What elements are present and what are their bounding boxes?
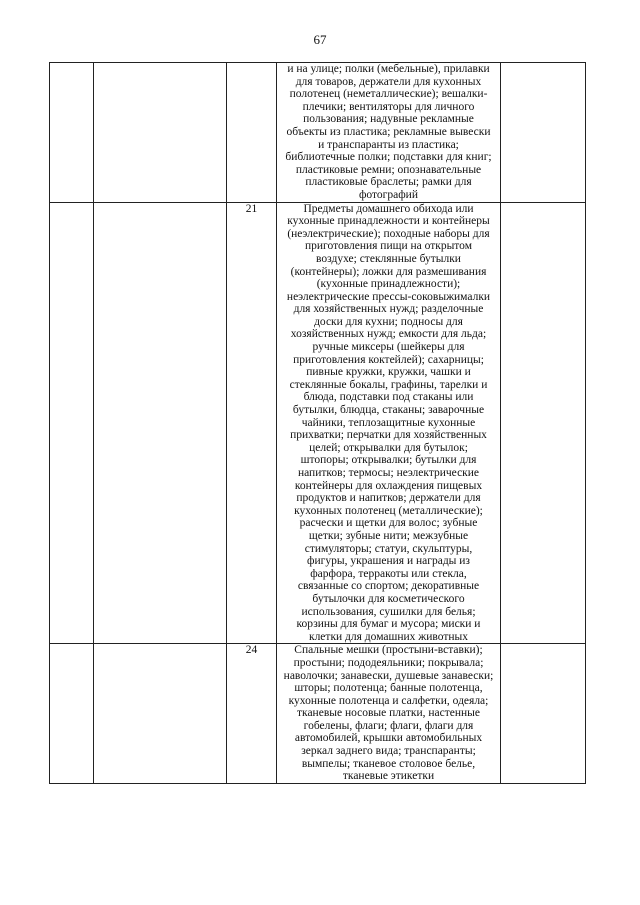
cell-name bbox=[94, 63, 227, 203]
text-line: приготовления пищи на открытом bbox=[304, 240, 472, 253]
text-line: блюда, подставки под стаканы или bbox=[303, 391, 474, 404]
text-line: плечики; вентиляторы для личного bbox=[302, 100, 475, 113]
cell-notes bbox=[501, 202, 586, 644]
text-line: Спальные мешки (простыни-вставки); bbox=[294, 644, 483, 657]
text-line: пластиковые браслеты; рамки для bbox=[305, 176, 472, 189]
text-line: для хозяйственных нужд; разделочные bbox=[293, 303, 484, 316]
text-line: целей; открывалки для бутылок; bbox=[309, 441, 468, 454]
page-number: 67 bbox=[313, 32, 327, 47]
text-line: (неэлектрические); походные наборы для bbox=[287, 227, 490, 240]
text-line: вымпелы; тканевое столовое белье, bbox=[301, 757, 476, 770]
cell-name bbox=[94, 202, 227, 644]
text-line: и транспаранты из пластика; bbox=[318, 138, 459, 151]
text-line: продуктов и напитков; держатели для bbox=[296, 492, 481, 505]
text-line: штопоры; открывалки; бутылки для bbox=[300, 454, 477, 467]
text-line: расчески и щетки для волос; зубные bbox=[299, 517, 478, 530]
table-row bbox=[50, 644, 586, 784]
text-line: библиотечные полки; подставки для книг; bbox=[285, 151, 492, 164]
cell-name bbox=[94, 644, 227, 784]
table-row bbox=[50, 202, 586, 644]
text-line: Предметы домашнего обихода или bbox=[303, 202, 474, 215]
cell-index bbox=[50, 644, 94, 784]
text-line: клетки для домашних животных bbox=[308, 630, 468, 643]
text-line: бутылки, блюдца, стаканы; заварочные bbox=[292, 404, 485, 417]
text-line: использования, сушилки для белья; bbox=[301, 605, 476, 618]
cell-goods-list bbox=[277, 63, 501, 203]
text-line: напитков; термосы; неэлектрические bbox=[297, 467, 480, 479]
cell-class-number: 21 bbox=[227, 202, 277, 644]
table-row bbox=[50, 63, 586, 203]
text-line: контейнеры для охлаждения пищевых bbox=[294, 479, 483, 492]
text-line: корзины для бумаг и мусора; миски и bbox=[296, 618, 481, 631]
cell-notes bbox=[501, 63, 586, 203]
text-line: стеклянные бокалы, графины, тарелки и bbox=[289, 378, 488, 391]
text-line: хозяйственных нужд; емкости для льда; bbox=[290, 328, 487, 341]
text-line: гобелены, флаги; флаги, флаги для bbox=[303, 719, 474, 732]
text-line: фигуры, украшения и награды из bbox=[307, 555, 470, 568]
text-line: фотографий bbox=[358, 188, 418, 201]
cell-goods-list bbox=[277, 644, 501, 784]
text-line: пивные кружки, кружки, чашки и bbox=[306, 366, 471, 379]
text-line: бутылочки для косметического bbox=[312, 592, 465, 605]
text-line: пластиковые ремни; опознавательные bbox=[295, 163, 482, 176]
text-line: кухонных полотенец (металлические); bbox=[294, 504, 483, 517]
text-line: связанные со спортом; декоративные bbox=[297, 580, 480, 593]
text-line: простыни; пододеяльники; покрывала; bbox=[293, 656, 484, 669]
text-line: и на улице; полки (мебельные), прилавки bbox=[287, 63, 490, 75]
text-line: доски для кухни; подносы для bbox=[314, 315, 463, 328]
text-line: прихватки; перчатки для хозяйственных bbox=[290, 429, 487, 442]
text-line: неэлектрические прессы-соковыжималки bbox=[286, 290, 491, 303]
text-line: для товаров, держатели для кухонных bbox=[295, 75, 482, 88]
cell-index bbox=[50, 202, 94, 644]
text-line: зеркал заднего вида; транспаранты; bbox=[301, 745, 476, 758]
text-line: пользования; надувные рекламные bbox=[303, 113, 474, 126]
text-line: стимуляторы; статуи, скульптуры, bbox=[304, 542, 473, 555]
text-line: щетки; зубные нити; межзубные bbox=[308, 529, 469, 542]
text-line: воздухе; стеклянные бутылки bbox=[316, 252, 461, 265]
cell-class-number: 24 bbox=[227, 644, 277, 784]
text-line: чайники, теплозащитные кухонные bbox=[301, 416, 476, 429]
text-line: автомобилей, крышки автомобильных bbox=[294, 732, 483, 745]
text-line: наволочки; занавески, душевые занавески; bbox=[283, 669, 494, 682]
text-line: ручные миксеры (шейкеры для bbox=[312, 341, 465, 354]
text-line: кухонные принадлежности и контейнеры bbox=[287, 215, 490, 228]
text-line: (контейнеры); ложки для размешивания bbox=[290, 265, 487, 278]
text-line: кухонные полотенца и салфетки, одеяла; bbox=[288, 694, 489, 707]
document-table bbox=[49, 62, 586, 784]
text-line: приготовления коктейлей); сахарницы; bbox=[293, 353, 484, 366]
text-line: тканевые этикетки bbox=[342, 770, 435, 783]
text-line: шторы; полотенца; банные полотенца, bbox=[294, 682, 483, 695]
text-line: фарфора, терракоты или стекла, bbox=[310, 567, 467, 580]
text-line: (кухонные принадлежности); bbox=[316, 278, 461, 291]
text-line: тканевые носовые платки, настенные bbox=[297, 707, 480, 720]
cell-goods-list bbox=[277, 202, 501, 644]
cell-notes bbox=[501, 644, 586, 784]
text-line: полотенец (неметаллические); вешалки- bbox=[289, 88, 488, 101]
text-line: объекты из пластика; рекламные вывески bbox=[286, 125, 491, 138]
cell-index bbox=[50, 63, 94, 203]
cell-class-number bbox=[227, 63, 277, 203]
